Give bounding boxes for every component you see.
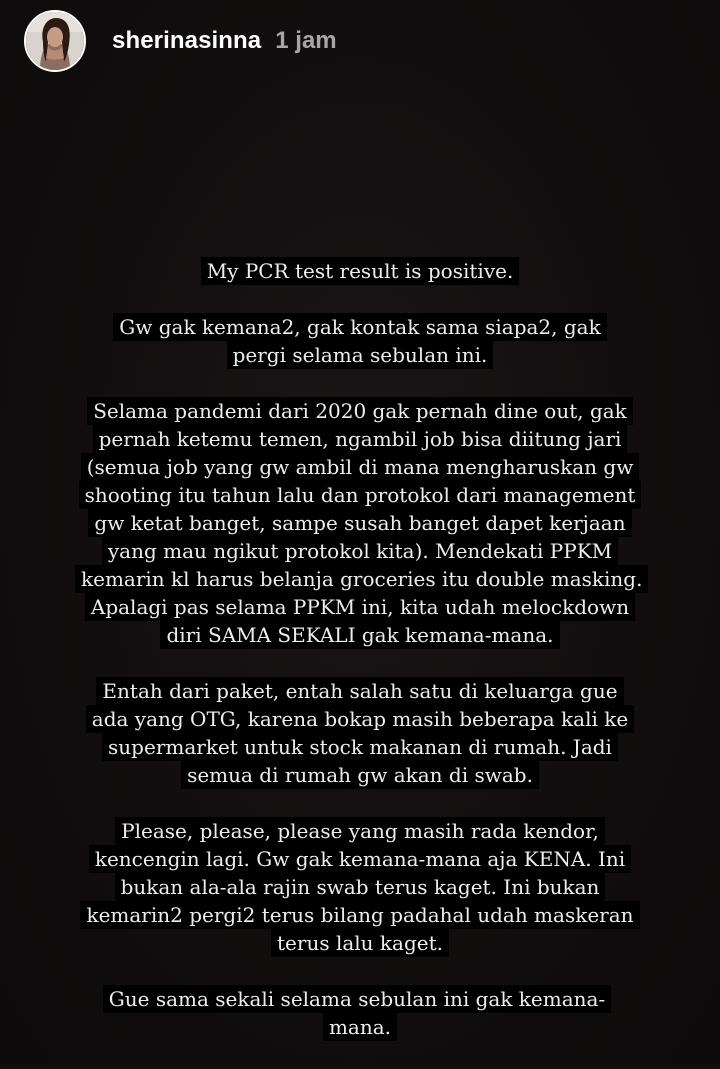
paragraph-text: Gw gak kemana2, gak kontak sama siapa2, gak pergi selama sebulan ini.: [113, 313, 606, 369]
timestamp: 1 jam: [275, 27, 337, 54]
paragraph-6: [75, 985, 645, 1041]
story-text: [0, 257, 720, 1069]
paragraph-text: My PCR test result is positive.: [201, 257, 520, 285]
username[interactable]: sherinasinna: [112, 27, 262, 54]
paragraph-text: Selama pandemi dari 2020 gak pernah dine out, gak pernah ketemu temen, ngambil job bisa diitung jari (semua job yang gw ambil di mana mengharuskan gw shooting itu tahun lalu dan protokol dari management gw ketat banget, sampe susah banget dapet kerjaan yang mau ngikut protokol kita). Mendekati PPKM kemarin kl harus belanja groceries itu double masking. Apalagi pas selama PPKM ini, kita udah melockdown diri SAMA SEKALI gak kemana-mana.: [75, 397, 648, 649]
paragraph-2: [100, 313, 620, 369]
story-header: [24, 9, 337, 73]
paragraph-text: Gue sama sekali selama sebulan ini gak kemana-mana.: [103, 985, 611, 1041]
paragraph-text: Please, please, please yang masih rada kendor, kencengin lagi. Gw gak kemana-mana aja KENA. Ini bukan ala-ala rajin swab terus kaget. Ini bukan kemarin2 pergi2 terus bilang padahal udah maskeran terus lalu kaget.: [80, 817, 639, 957]
paragraph-3: [75, 397, 645, 649]
profile-photo-icon: [26, 12, 84, 70]
paragraph-1: [201, 257, 520, 285]
paragraph-text: Entah dari paket, entah salah satu di keluarga gue ada yang OTG, karena bokap masih beberapa kali ke supermarket untuk stock makanan di rumah. Jadi semua di rumah gw akan di swab.: [86, 677, 634, 789]
paragraph-5: [80, 817, 640, 957]
paragraph-4: [80, 677, 640, 789]
avatar[interactable]: [24, 10, 86, 72]
